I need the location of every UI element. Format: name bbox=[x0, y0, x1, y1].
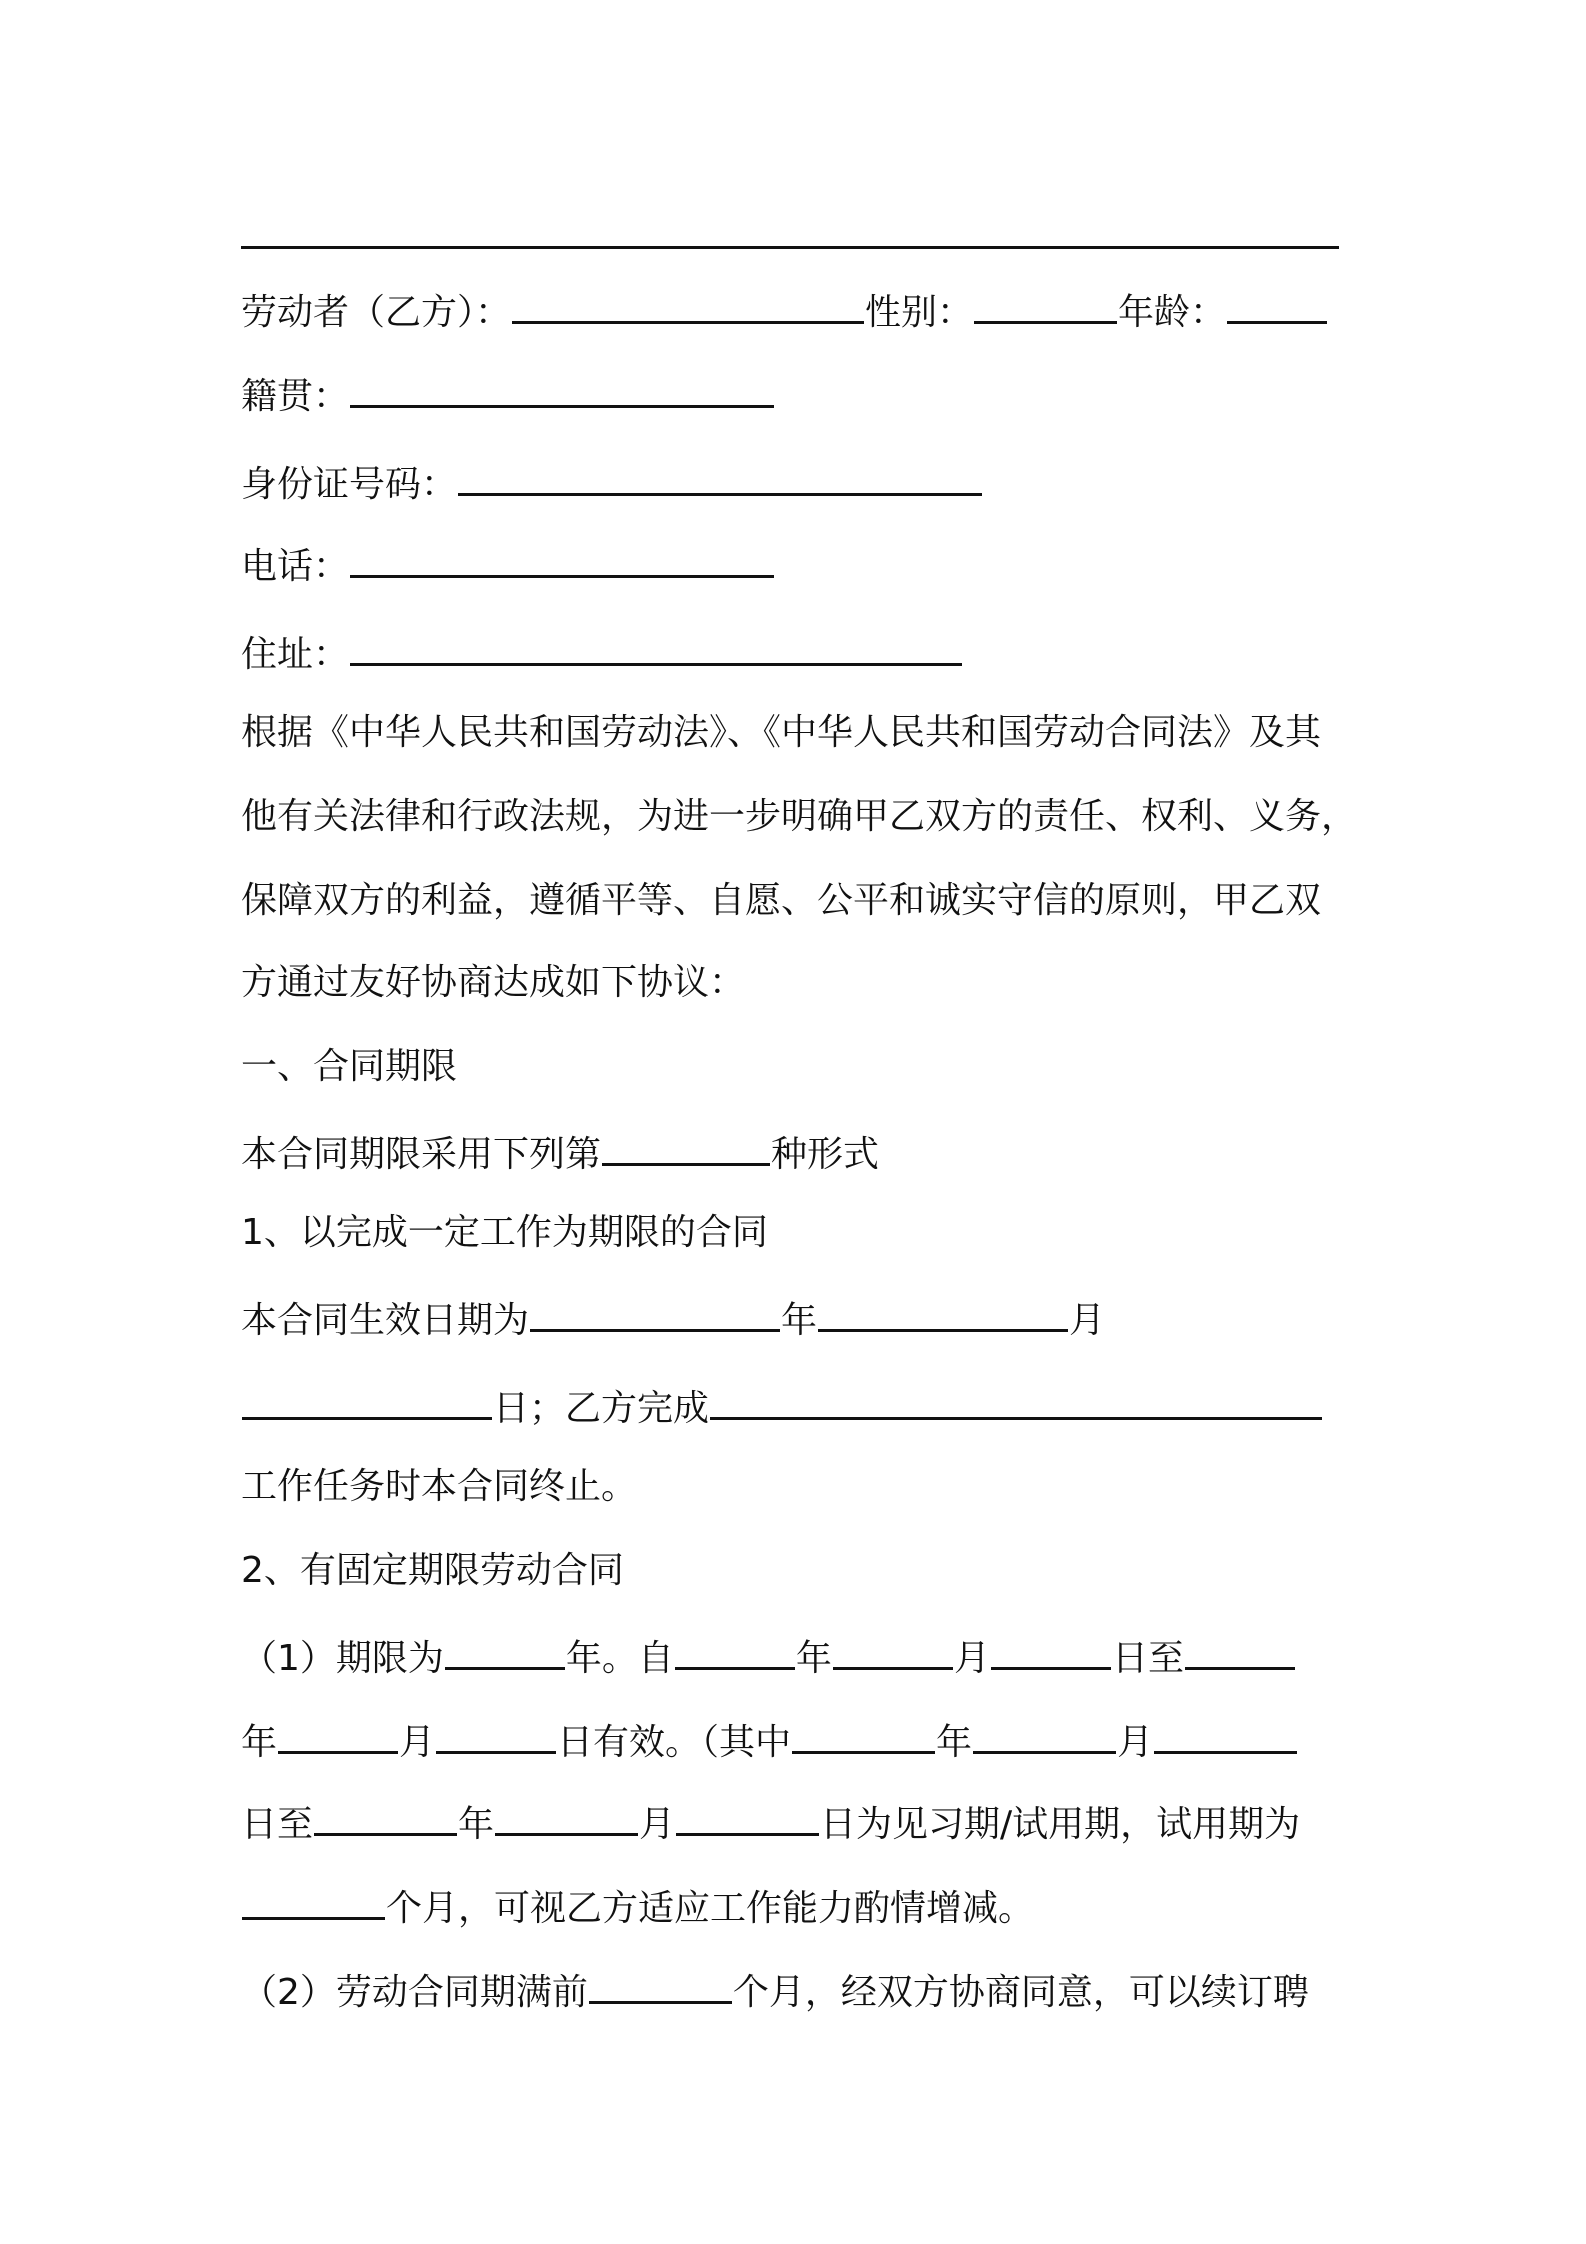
work-end-line: 工作任务时本合同终止。 bbox=[241, 1466, 638, 1507]
month-label: 月 bbox=[1117, 1722, 1154, 1763]
fixed-term-row-3 bbox=[241, 1799, 1300, 1847]
probation-start-year-field[interactable] bbox=[792, 1717, 935, 1754]
year-label: 年 bbox=[781, 1300, 818, 1341]
probation-end-year-field[interactable] bbox=[314, 1799, 457, 1836]
worker-row bbox=[241, 287, 1328, 335]
probation-start-day-field[interactable] bbox=[1154, 1717, 1297, 1754]
valid-label: 日有效。（其中 bbox=[557, 1722, 792, 1763]
fixed-term-row-2 bbox=[241, 1717, 1298, 1765]
gender-field[interactable] bbox=[974, 287, 1117, 324]
effective-date-row bbox=[241, 1295, 1105, 1343]
id-number-row bbox=[241, 459, 983, 507]
renewal-months-field[interactable] bbox=[589, 1967, 732, 2004]
address-field[interactable] bbox=[350, 629, 962, 666]
gender-label: 性别： bbox=[865, 292, 974, 333]
section-heading-term: 一、合同期限 bbox=[241, 1046, 458, 1087]
id-number-field[interactable] bbox=[458, 459, 982, 496]
start-month-field[interactable] bbox=[833, 1633, 953, 1670]
month-label: 月 bbox=[953, 1638, 990, 1679]
year-label: 年 bbox=[795, 1638, 832, 1679]
item-2-heading: 2、有固定期限劳动合同 bbox=[241, 1550, 624, 1591]
year-label: 年 bbox=[458, 1804, 495, 1845]
renewal-label: （2）劳动合同期满前 bbox=[241, 1972, 588, 2013]
worker-name-field[interactable] bbox=[512, 287, 864, 324]
effective-month-field[interactable] bbox=[818, 1295, 1068, 1332]
address-label: 住址： bbox=[241, 634, 350, 675]
age-field[interactable] bbox=[1227, 287, 1327, 324]
year-label: 年 bbox=[241, 1722, 278, 1763]
renewal-suffix: 个月，经双方协商同意，可以续订聘 bbox=[732, 1972, 1309, 2013]
completion-label: 日；乙方完成 bbox=[493, 1388, 710, 1429]
age-label: 年龄： bbox=[1118, 292, 1227, 333]
completion-row bbox=[241, 1383, 1323, 1431]
month-label: 月 bbox=[1069, 1300, 1106, 1341]
intro-line-3: 保障双方的利益，遵循平等、自愿、公平和诚实守信的原则，甲乙双 bbox=[241, 880, 1322, 921]
probation-end-month-field[interactable] bbox=[495, 1799, 638, 1836]
worker-label: 劳动者（乙方）： bbox=[241, 292, 512, 333]
top-divider-line bbox=[241, 246, 1339, 249]
native-place-label: 籍贯： bbox=[241, 376, 350, 417]
term-form-label: 本合同期限采用下列第 bbox=[241, 1134, 602, 1175]
intro-line-2: 他有关法律和行政法规，为进一步明确甲乙双方的责任、权利、义务， bbox=[241, 796, 1358, 837]
day-to-label: 日至 bbox=[1111, 1638, 1184, 1679]
end-year-field[interactable] bbox=[1185, 1633, 1295, 1670]
address-row bbox=[241, 629, 963, 677]
effective-date-label: 本合同生效日期为 bbox=[241, 1300, 530, 1341]
intro-line-1: 根据《中华人民共和国劳动法》、《中华人民共和国劳动合同法》及其 bbox=[241, 712, 1322, 753]
work-task-field[interactable] bbox=[710, 1383, 1322, 1420]
day-to-label: 日至 bbox=[241, 1804, 314, 1845]
month-label: 月 bbox=[639, 1804, 676, 1845]
probation-end-day-field[interactable] bbox=[676, 1799, 819, 1836]
effective-day-field[interactable] bbox=[242, 1383, 492, 1420]
start-day-field[interactable] bbox=[991, 1633, 1111, 1670]
phone-label: 电话： bbox=[241, 546, 350, 587]
fixed-term-row-4 bbox=[241, 1883, 1034, 1931]
year-label: 年 bbox=[936, 1722, 973, 1763]
start-year-field[interactable] bbox=[675, 1633, 795, 1670]
intro-line-4: 方通过友好协商达成如下协议： bbox=[241, 962, 746, 1003]
native-place-field[interactable] bbox=[350, 371, 774, 408]
phone-field[interactable] bbox=[350, 541, 774, 578]
end-day-field[interactable] bbox=[436, 1717, 556, 1754]
renewal-row bbox=[241, 1967, 1309, 2015]
months-label: 个月，可视乙方适应工作能力酌情增减。 bbox=[386, 1888, 1035, 1929]
term-form-row bbox=[241, 1129, 879, 1177]
probation-start-month-field[interactable] bbox=[973, 1717, 1116, 1754]
fixed-term-row-1 bbox=[241, 1633, 1296, 1681]
term-form-field[interactable] bbox=[602, 1129, 770, 1166]
term-length-label: （1）期限为 bbox=[241, 1638, 444, 1679]
phone-row bbox=[241, 541, 775, 589]
probation-label: 日为见习期/试用期，试用期为 bbox=[820, 1804, 1301, 1845]
month-label: 月 bbox=[399, 1722, 436, 1763]
term-years-field[interactable] bbox=[445, 1633, 565, 1670]
item-1-heading: 1、以完成一定工作为期限的合同 bbox=[241, 1212, 768, 1253]
probation-months-field[interactable] bbox=[242, 1883, 385, 1920]
term-form-suffix: 种形式 bbox=[771, 1134, 880, 1175]
id-number-label: 身份证号码： bbox=[241, 464, 458, 505]
term-from-label: 年。自 bbox=[565, 1638, 674, 1679]
end-month-field[interactable] bbox=[278, 1717, 398, 1754]
effective-year-field[interactable] bbox=[530, 1295, 780, 1332]
native-place-row bbox=[241, 371, 775, 419]
